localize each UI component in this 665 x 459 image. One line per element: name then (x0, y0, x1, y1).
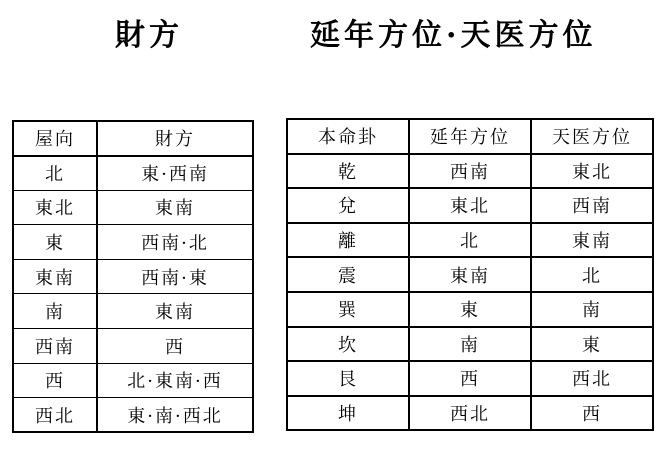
table-cell: 坎 (287, 327, 409, 362)
table-cell: 南 (409, 327, 531, 362)
table-row (287, 396, 653, 431)
table-row (287, 257, 653, 292)
table-cell: 北·東南·西 (97, 363, 253, 398)
table-cell: 東·西南 (97, 156, 253, 191)
table-cell: 艮 (287, 361, 409, 396)
table-cell: 西北 (531, 361, 653, 396)
table-cell: 東 (409, 292, 531, 327)
table-row (13, 398, 253, 433)
table-cell: 震 (287, 257, 409, 292)
header-cell-wealth-direction: 財方 (97, 121, 253, 156)
table-cell: 西北 (409, 396, 531, 431)
table-cell: 東南 (97, 190, 253, 225)
table-row (13, 329, 253, 364)
table-row (13, 294, 253, 329)
table-cell: 東北 (409, 188, 531, 223)
table-cell: 西 (97, 329, 253, 364)
table-cell: 東北 (13, 190, 97, 225)
table-cell: 東南 (531, 223, 653, 258)
table-header-row (13, 121, 253, 156)
table-row (287, 223, 653, 258)
right-title: 延年方位·天医方位 (310, 18, 597, 53)
header-cell-heaven-doctor-direction: 天医方位 (531, 119, 653, 154)
header-cell-house-facing: 屋向 (13, 121, 97, 156)
table-cell: 東南 (409, 257, 531, 292)
table-row (13, 156, 253, 191)
table-cell: 離 (287, 223, 409, 258)
table-cell: 東·南·西北 (97, 398, 253, 433)
table-cell: 西北 (13, 398, 97, 433)
table-cell: 坤 (287, 396, 409, 431)
table-cell: 西 (582, 404, 602, 426)
table-row (287, 154, 653, 189)
table-row (287, 361, 653, 396)
table-cell: 北 (409, 223, 531, 258)
table-row (13, 190, 253, 225)
table-cell: 西南 (13, 329, 97, 364)
table-cell: 西南 (409, 154, 531, 189)
table-row (13, 363, 253, 398)
table-cell: 東北 (531, 154, 653, 189)
table-cell: 北 (13, 156, 97, 191)
table-cell: 巽 (287, 292, 409, 327)
table-cell: 西 (409, 361, 531, 396)
table-cell: 西南·東 (97, 259, 253, 294)
table-row (287, 188, 653, 223)
wealth-direction-table (12, 120, 254, 433)
table-cell: 東南 (97, 294, 253, 329)
table-cell: 乾 (287, 154, 409, 189)
longevity-heaven-doctor-table (286, 118, 654, 431)
table-row (13, 259, 253, 294)
header-cell-life-trigram: 本命卦 (287, 119, 409, 154)
table-header-row (287, 119, 653, 154)
header-cell-longevity-direction: 延年方位 (409, 119, 531, 154)
table-cell: 西南·北 (97, 225, 253, 260)
left-title: 財方 (115, 18, 183, 53)
table-row (287, 327, 653, 362)
table-cell: 南 (531, 292, 653, 327)
table-cell: 南 (13, 294, 97, 329)
table-cell: 東 (531, 327, 653, 362)
table-cell: 東南 (13, 259, 97, 294)
table-cell: 西 (13, 363, 97, 398)
table-cell: 東 (13, 225, 97, 260)
table-cell: 北 (531, 257, 653, 292)
table-cell: 兌 (287, 188, 409, 223)
table-cell: 西南 (531, 188, 653, 223)
table-row (13, 225, 253, 260)
table-row (287, 292, 653, 327)
